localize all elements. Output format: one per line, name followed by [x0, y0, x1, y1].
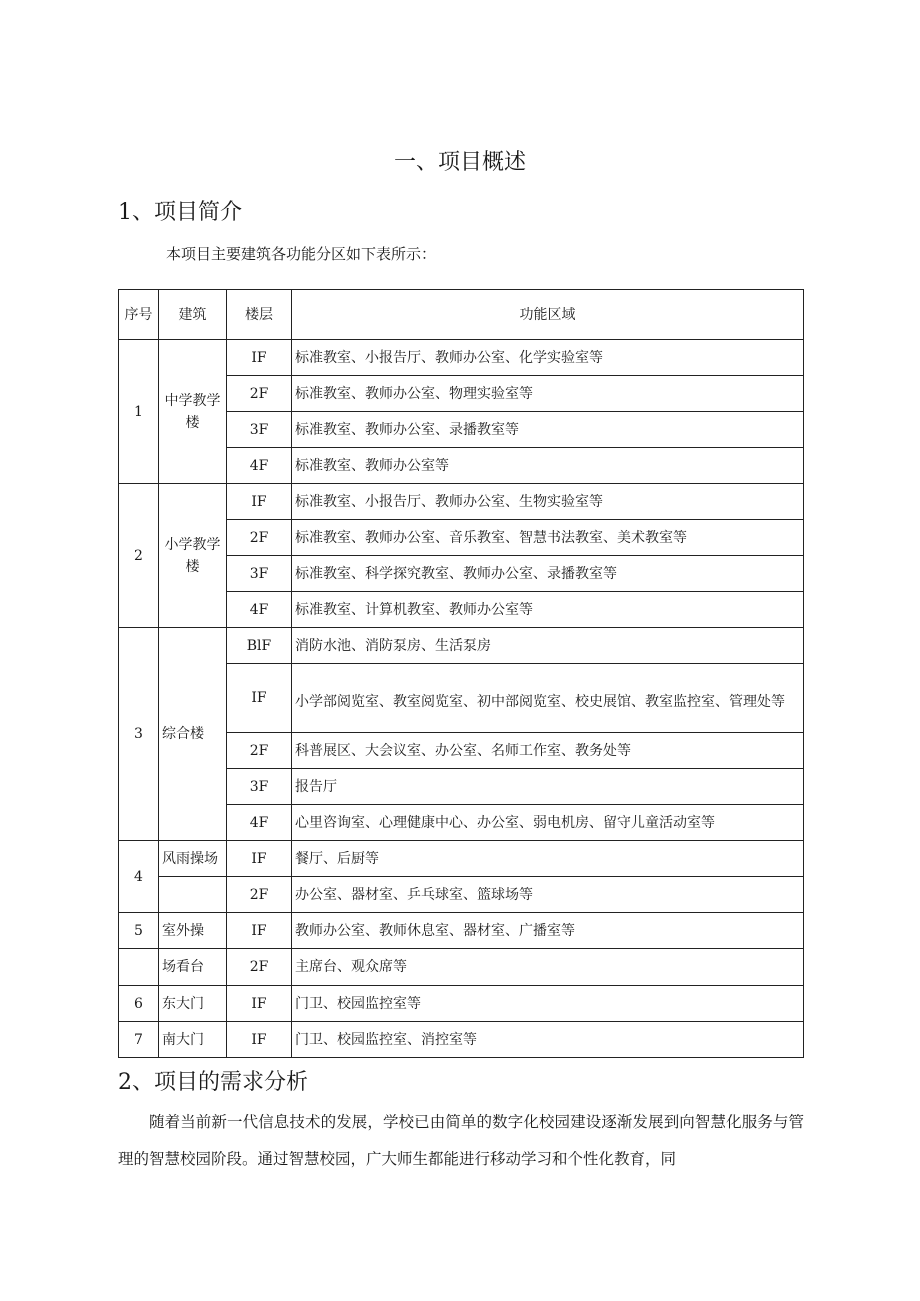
function-cell: 标准教室、科学探究教室、教师办公室、录播教室等	[292, 556, 804, 592]
building-name: 中学教学楼	[159, 340, 227, 484]
row-number: 4	[119, 841, 159, 913]
function-cell: 标准教室、教师办公室、音乐教室、智慧书法教室、美术教室等	[292, 520, 804, 556]
table-row	[119, 877, 804, 913]
header-cell-floor: 楼层	[227, 290, 292, 340]
row-number: 6	[119, 986, 159, 1022]
row-number: 7	[119, 1022, 159, 1058]
floor-cell: 2F	[227, 733, 292, 769]
function-cell: 主席台、观众席等	[292, 949, 804, 986]
floor-cell: 2F	[227, 949, 292, 986]
floor-cell: 2F	[227, 376, 292, 412]
function-cell: 消防水池、消防泵房、生活泵房	[292, 628, 804, 664]
table-row	[119, 913, 804, 949]
function-cell: 小学部阅览室、教室阅览室、初中部阅览室、校史展馆、教室监控室、管理处等	[292, 664, 804, 733]
function-cell: 标准教室、计算机教室、教师办公室等	[292, 592, 804, 628]
intro-text: 本项目主要建筑各功能分区如下表所示：	[166, 245, 437, 263]
function-cell: 标准教室、教师办公室等	[292, 448, 804, 484]
row-number: 1	[119, 340, 159, 484]
table-row	[119, 628, 804, 664]
function-cell: 科普展区、大会议室、办公室、名师工作室、教务处等	[292, 733, 804, 769]
table-row	[119, 841, 804, 877]
subsection-heading-2: 2、项目的需求分析	[118, 1070, 308, 1095]
row-number: 3	[119, 628, 159, 841]
row-number: 2	[119, 484, 159, 628]
building-name: 小学教学楼	[159, 484, 227, 628]
floor-cell: IF	[227, 986, 292, 1022]
building-name: 东大门	[159, 986, 227, 1022]
floor-cell: 4F	[227, 805, 292, 841]
header-cell-building: 建筑	[159, 290, 227, 340]
table-row	[119, 340, 804, 376]
building-name	[159, 877, 227, 913]
function-cell: 标准教室、小报告厅、教师办公室、生物实验室等	[292, 484, 804, 520]
header-cell-function: 功能区域	[292, 290, 804, 340]
floor-cell: IF	[227, 484, 292, 520]
table-row	[119, 1022, 804, 1058]
body-paragraph: 随着当前新一代信息技术的发展，学校已由简单的数字化校园建设逐渐发展到向智慧化服务与管理的智慧校园阶段。通过智慧校园，广大师生都能进行移动学习和个性化教育，同	[118, 1113, 804, 1168]
function-cell: 报告厅	[292, 769, 804, 805]
building-name: 场看台	[159, 949, 227, 986]
function-cell: 标准教室、小报告厅、教师办公室、化学实验室等	[292, 340, 804, 376]
floor-cell: IF	[227, 1022, 292, 1058]
building-name: 风雨操场	[159, 841, 227, 877]
function-cell: 门卫、校园监控室等	[292, 986, 804, 1022]
table-row	[119, 986, 804, 1022]
table-row	[119, 949, 804, 986]
function-cell: 门卫、校园监控室、消控室等	[292, 1022, 804, 1058]
subsection-heading-1: 1、项目简介	[118, 200, 242, 225]
floor-cell: BlF	[227, 628, 292, 664]
floor-cell: IF	[227, 913, 292, 949]
floor-cell: IF	[227, 340, 292, 376]
section-title: 一、项目概述	[393, 150, 526, 175]
row-number	[119, 949, 159, 986]
table-row	[119, 484, 804, 520]
function-cell: 办公室、器材室、乒乓球室、篮球场等	[292, 877, 804, 913]
floor-cell: 3F	[227, 556, 292, 592]
header-cell-no: 序号	[119, 290, 159, 340]
function-cell: 餐厅、后厨等	[292, 841, 804, 877]
floor-cell: 2F	[227, 877, 292, 913]
floor-cell: 4F	[227, 448, 292, 484]
building-name: 南大门	[159, 1022, 227, 1058]
floor-cell: IF	[227, 664, 292, 733]
function-cell: 标准教室、教师办公室、录播教室等	[292, 412, 804, 448]
building-name: 综合楼	[159, 628, 227, 841]
floor-cell: 4F	[227, 592, 292, 628]
function-cell: 标准教室、教师办公室、物理实验室等	[292, 376, 804, 412]
floor-cell: IF	[227, 841, 292, 877]
floor-cell: 3F	[227, 769, 292, 805]
floor-cell: 2F	[227, 520, 292, 556]
floor-cell: 3F	[227, 412, 292, 448]
function-zone-table	[118, 289, 804, 1058]
table-header-row	[119, 290, 804, 340]
row-number: 5	[119, 913, 159, 949]
function-cell: 心里咨询室、心理健康中心、办公室、弱电机房、留守儿童活动室等	[292, 805, 804, 841]
function-cell: 教师办公室、教师休息室、器材室、广播室等	[292, 913, 804, 949]
building-name: 室外操	[159, 913, 227, 949]
